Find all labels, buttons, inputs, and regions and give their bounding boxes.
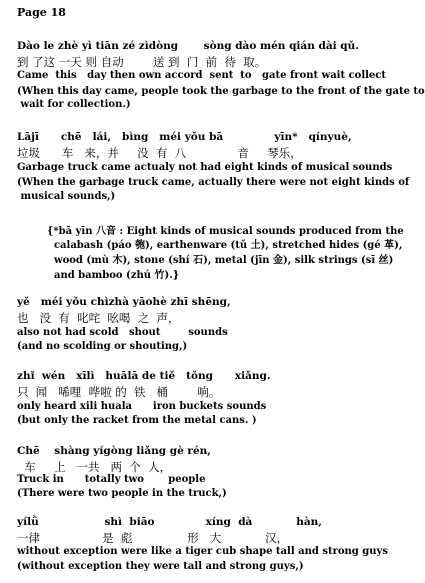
translation-line: (but only the racket from the metal cans. ) <box>17 415 257 426</box>
hanzi-line: 只 闻 唏哩 哗啦 的 铁 桶 响。 <box>17 385 221 399</box>
translation-line: (When the garbage truck came, actually there were not eight kinds of <box>17 177 410 188</box>
hanzi-line: 一律 是 彪 形 大 汉， <box>17 531 289 545</box>
hanzi-line: 也 没 有 叱咤 吆喝 之 声， <box>17 311 180 325</box>
gloss-line: Came this day then own accord sent to gate front wait collect <box>17 70 386 81</box>
footnote-line: and bamboo (zhú 竹).} <box>47 270 180 281</box>
translation-line: (When this day came, people took the garbage to the front of the gate to <box>17 86 425 97</box>
hanzi-line: 垃圾 车 来，并 没 有 八 音 琴乐， <box>17 146 302 160</box>
translation-line: (There were two people in the truck,) <box>17 488 227 499</box>
gloss-line: Truck in totally two people <box>17 474 206 485</box>
hanzi-line: 车 上 一共 两 个 人， <box>17 460 172 474</box>
pinyin-line: Lājī chē lái, bìng méi yǒu bā yīn* qínyuè, <box>17 131 352 143</box>
footnote-line: {*bā yīn 八音 : Eight kinds of musical sounds produced from the <box>47 226 404 237</box>
pinyin-line: zhǐ wén xīlì huālā de tiě tǒng xiǎng. <box>17 370 271 382</box>
pinyin-line: Chē shàng yígòng liǎng gè rén, <box>17 445 211 457</box>
translation-line: (and no scolding or shouting,) <box>17 341 188 352</box>
pinyin-line: yě méi yǒu chìzhà yāohè zhī shēng, <box>17 296 231 308</box>
footnote-line: calabash (páo 匏), earthenware (tǔ 土), stretched hides (gé 革), <box>47 240 403 251</box>
footnote-line: wood (mù 木), stone (shí 石), metal (jīn 金), silk strings (sī 丝) <box>47 255 394 266</box>
translation-line: wait for collection.) <box>17 99 131 110</box>
pinyin-line: Dào le zhè yì tiān zé zìdòng sòng dào mén qián dài qǔ. <box>17 40 359 52</box>
pinyin-line: yílǜ shì biāo xíng dà hàn, <box>17 516 322 528</box>
gloss-line: only heard xili hualа iron buckets sounds <box>17 401 267 412</box>
hanzi-line: 到 了这 一天 则 自动 送 到 门 前 待 取。 <box>17 55 267 69</box>
translation-line: (without exception they were tall and strong guys,) <box>17 561 304 572</box>
translation-line: musical sounds,) <box>17 191 116 202</box>
page-number: Page 18 <box>17 6 66 19</box>
gloss-line: Garbage truck came actualy not had eight kinds of musical sounds <box>17 162 393 173</box>
gloss-line: without exception were like a tiger cub shape tall and strong guys <box>17 546 388 557</box>
gloss-line: also not had scold shout sounds <box>17 327 228 338</box>
